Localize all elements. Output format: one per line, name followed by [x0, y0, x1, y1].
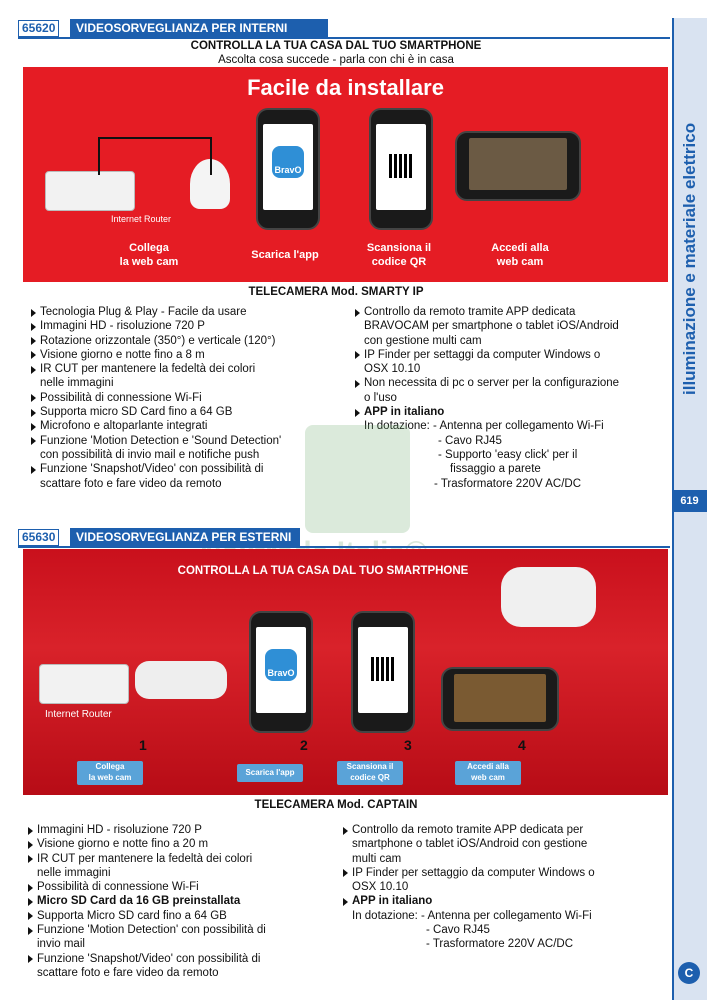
phone-qr-image	[351, 611, 415, 733]
step-number-3: 3	[404, 737, 412, 753]
section2-rule	[18, 546, 670, 548]
bullet-camera-image	[135, 661, 227, 699]
router-label: Internet Router	[111, 214, 172, 224]
spec-item: Immagini HD - risoluzione 720 P	[30, 319, 330, 333]
spec-item-continuation: OSX 10.10	[352, 881, 409, 894]
section1-left-list	[30, 305, 330, 491]
qr-code-icon	[371, 657, 395, 681]
spec-item: Controllo da remoto tramite APP dedicata per	[342, 823, 662, 837]
accessories-line: In dotazione: - Antenna per collegamento Wi-Fi	[352, 909, 592, 922]
section1-subheadline: Ascolta cosa succede - parla con chi è in casa	[218, 54, 454, 66]
spec-item: Possibilità di connessione Wi-Fi	[27, 880, 327, 894]
phone-landscape-image	[441, 667, 559, 731]
page-number: 619	[672, 490, 707, 512]
phone-qr-image	[369, 108, 433, 230]
spec-item-continuation: smartphone o tablet iOS/Android con gestione	[352, 838, 588, 851]
bravo-app-icon	[272, 146, 304, 178]
step-number-4: 4	[518, 737, 526, 753]
watermark-tree-logo	[305, 425, 410, 533]
accessories-line: - Cavo RJ45	[426, 924, 490, 937]
spec-item: IR CUT per mantenere la fedeltà dei colori	[30, 362, 330, 376]
spec-item: IP Finder per settaggio da computer Windows o	[342, 866, 662, 880]
spec-item: Funzione 'Motion Detection e 'Sound Detection'	[30, 434, 330, 448]
app-name: BravO	[274, 165, 302, 175]
spec-item-continuation: invio mail	[37, 938, 85, 951]
section1-model: TELECAMERA Mod. SMARTY IP	[248, 286, 424, 298]
spec-item: Controllo da remoto tramite APP dedicata	[354, 305, 670, 319]
accessories-line: - Trasformatore 220V AC/DC	[434, 477, 581, 490]
accessories-line: - Supporto 'easy click' per il	[438, 448, 578, 461]
section1-banner-title: Facile da installare	[247, 75, 444, 100]
section1-title: VIDEOSORVEGLIANZA PER INTERNI	[76, 21, 288, 35]
step-number-1: 1	[139, 737, 147, 753]
router-label: Internet Router	[45, 709, 112, 720]
router-image	[45, 171, 135, 211]
section2-model: TELECAMERA Mod. CAPTAIN	[254, 799, 418, 811]
spec-item: IR CUT per mantenere la fedeltà dei colori	[27, 852, 327, 866]
spec-item-continuation: nelle immagini	[37, 866, 111, 879]
section2-banner	[23, 549, 668, 795]
spec-item-continuation: OSX 10.10	[364, 363, 421, 376]
spec-item: IP Finder per settaggi da computer Windows o	[354, 348, 670, 362]
side-category-label: illuminazione e materiale elettrico	[680, 122, 699, 395]
spec-item: Non necessita di pc o server per la configurazione	[354, 376, 670, 390]
spec-item-continuation: con gestione multi cam	[364, 334, 482, 347]
section2-title: VIDEOSORVEGLIANZA PER ESTERNI	[76, 530, 292, 544]
step-label-1: Collega la web cam	[119, 242, 179, 268]
spec-item-bold: APP in italiano	[342, 894, 662, 908]
cable-line	[98, 137, 212, 175]
spec-item-bold: Micro SD Card da 16 GB preinstallata	[27, 894, 327, 908]
spec-item: Visione giorno e notte fino a 20 m	[27, 837, 327, 851]
app-name: BravO	[267, 668, 295, 678]
section1-rule	[18, 37, 670, 39]
step-ribbon-1: Collega la web cam	[77, 761, 143, 785]
accessories-line: fissaggio a parete	[450, 463, 541, 476]
step-ribbon-2: Scarica l'app	[237, 764, 303, 782]
spec-item-bold: APP in italiano	[354, 405, 670, 419]
step-label-2: Scarica l'app	[251, 249, 319, 261]
spec-item: Microfono e altoparlante integrati	[30, 419, 330, 433]
footer-badge: C	[678, 962, 700, 984]
spec-item: Tecnologia Plug & Play - Facile da usare	[30, 305, 330, 319]
section2-right-list	[342, 823, 662, 952]
step-label-3: Scansiona il codice QR	[366, 242, 432, 268]
accessories-line: In dotazione: - Antenna per collegamento Wi-Fi	[364, 420, 604, 433]
accessories-line: - Trasformatore 220V AC/DC	[426, 938, 573, 951]
step-ribbon-3: Scansiona il codice QR	[337, 761, 403, 785]
spec-item-continuation: o l'uso	[364, 391, 397, 404]
step-ribbon-4: Accedi alla web cam	[455, 761, 521, 785]
spec-item-continuation: nelle immagini	[40, 377, 114, 390]
section2-left-list	[27, 823, 327, 980]
spec-item: Visione giorno e notte fino a 8 m	[30, 348, 330, 362]
spec-item-continuation: con possibilità di invio mail e notifiche push	[40, 448, 260, 461]
phone-app-image	[249, 611, 313, 733]
spec-item-continuation: BRAVOCAM per smartphone o tablet iOS/Android	[364, 320, 619, 333]
bravo-app-icon	[265, 649, 297, 681]
spec-item: Funzione 'Snapshot/Video' con possibilità di	[30, 462, 330, 476]
qr-code-icon	[389, 154, 413, 178]
spec-item: Funzione 'Motion Detection' con possibilità di	[27, 923, 327, 937]
spec-item: Immagini HD - risoluzione 720 P	[27, 823, 327, 837]
accessories-line: - Cavo RJ45	[438, 434, 502, 447]
step-number-2: 2	[300, 737, 308, 753]
phone-app-image	[256, 108, 320, 230]
router-image	[39, 664, 129, 704]
spec-item: Funzione 'Snapshot/Video' con possibilità di	[27, 952, 327, 966]
step-label-4: Accedi alla web cam	[491, 242, 549, 268]
spec-item: Possibilità di connessione Wi-Fi	[30, 391, 330, 405]
spec-item: Supporta micro SD Card fino a 64 GB	[30, 405, 330, 419]
spec-item: Supporta Micro SD card fino a 64 GB	[27, 909, 327, 923]
section1-banner	[23, 67, 668, 282]
section2-banner-title: CONTROLLA LA TUA CASA DAL TUO SMARTPHONE	[177, 565, 469, 577]
spec-item-continuation: multi cam	[352, 852, 402, 865]
spec-item-continuation: scattare foto e fare video da remoto	[40, 477, 222, 490]
outdoor-camera-image	[501, 567, 596, 627]
section1-code: 65620	[18, 20, 59, 37]
spec-item-continuation: scattare foto e fare video da remoto	[37, 966, 219, 979]
section1-headline: CONTROLLA LA TUA CASA DAL TUO SMARTPHONE	[190, 40, 482, 52]
spec-item: Rotazione orizzontale (350°) e verticale (120°)	[30, 334, 330, 348]
section2-code: 65630	[18, 529, 59, 546]
phone-landscape-image	[455, 131, 581, 201]
